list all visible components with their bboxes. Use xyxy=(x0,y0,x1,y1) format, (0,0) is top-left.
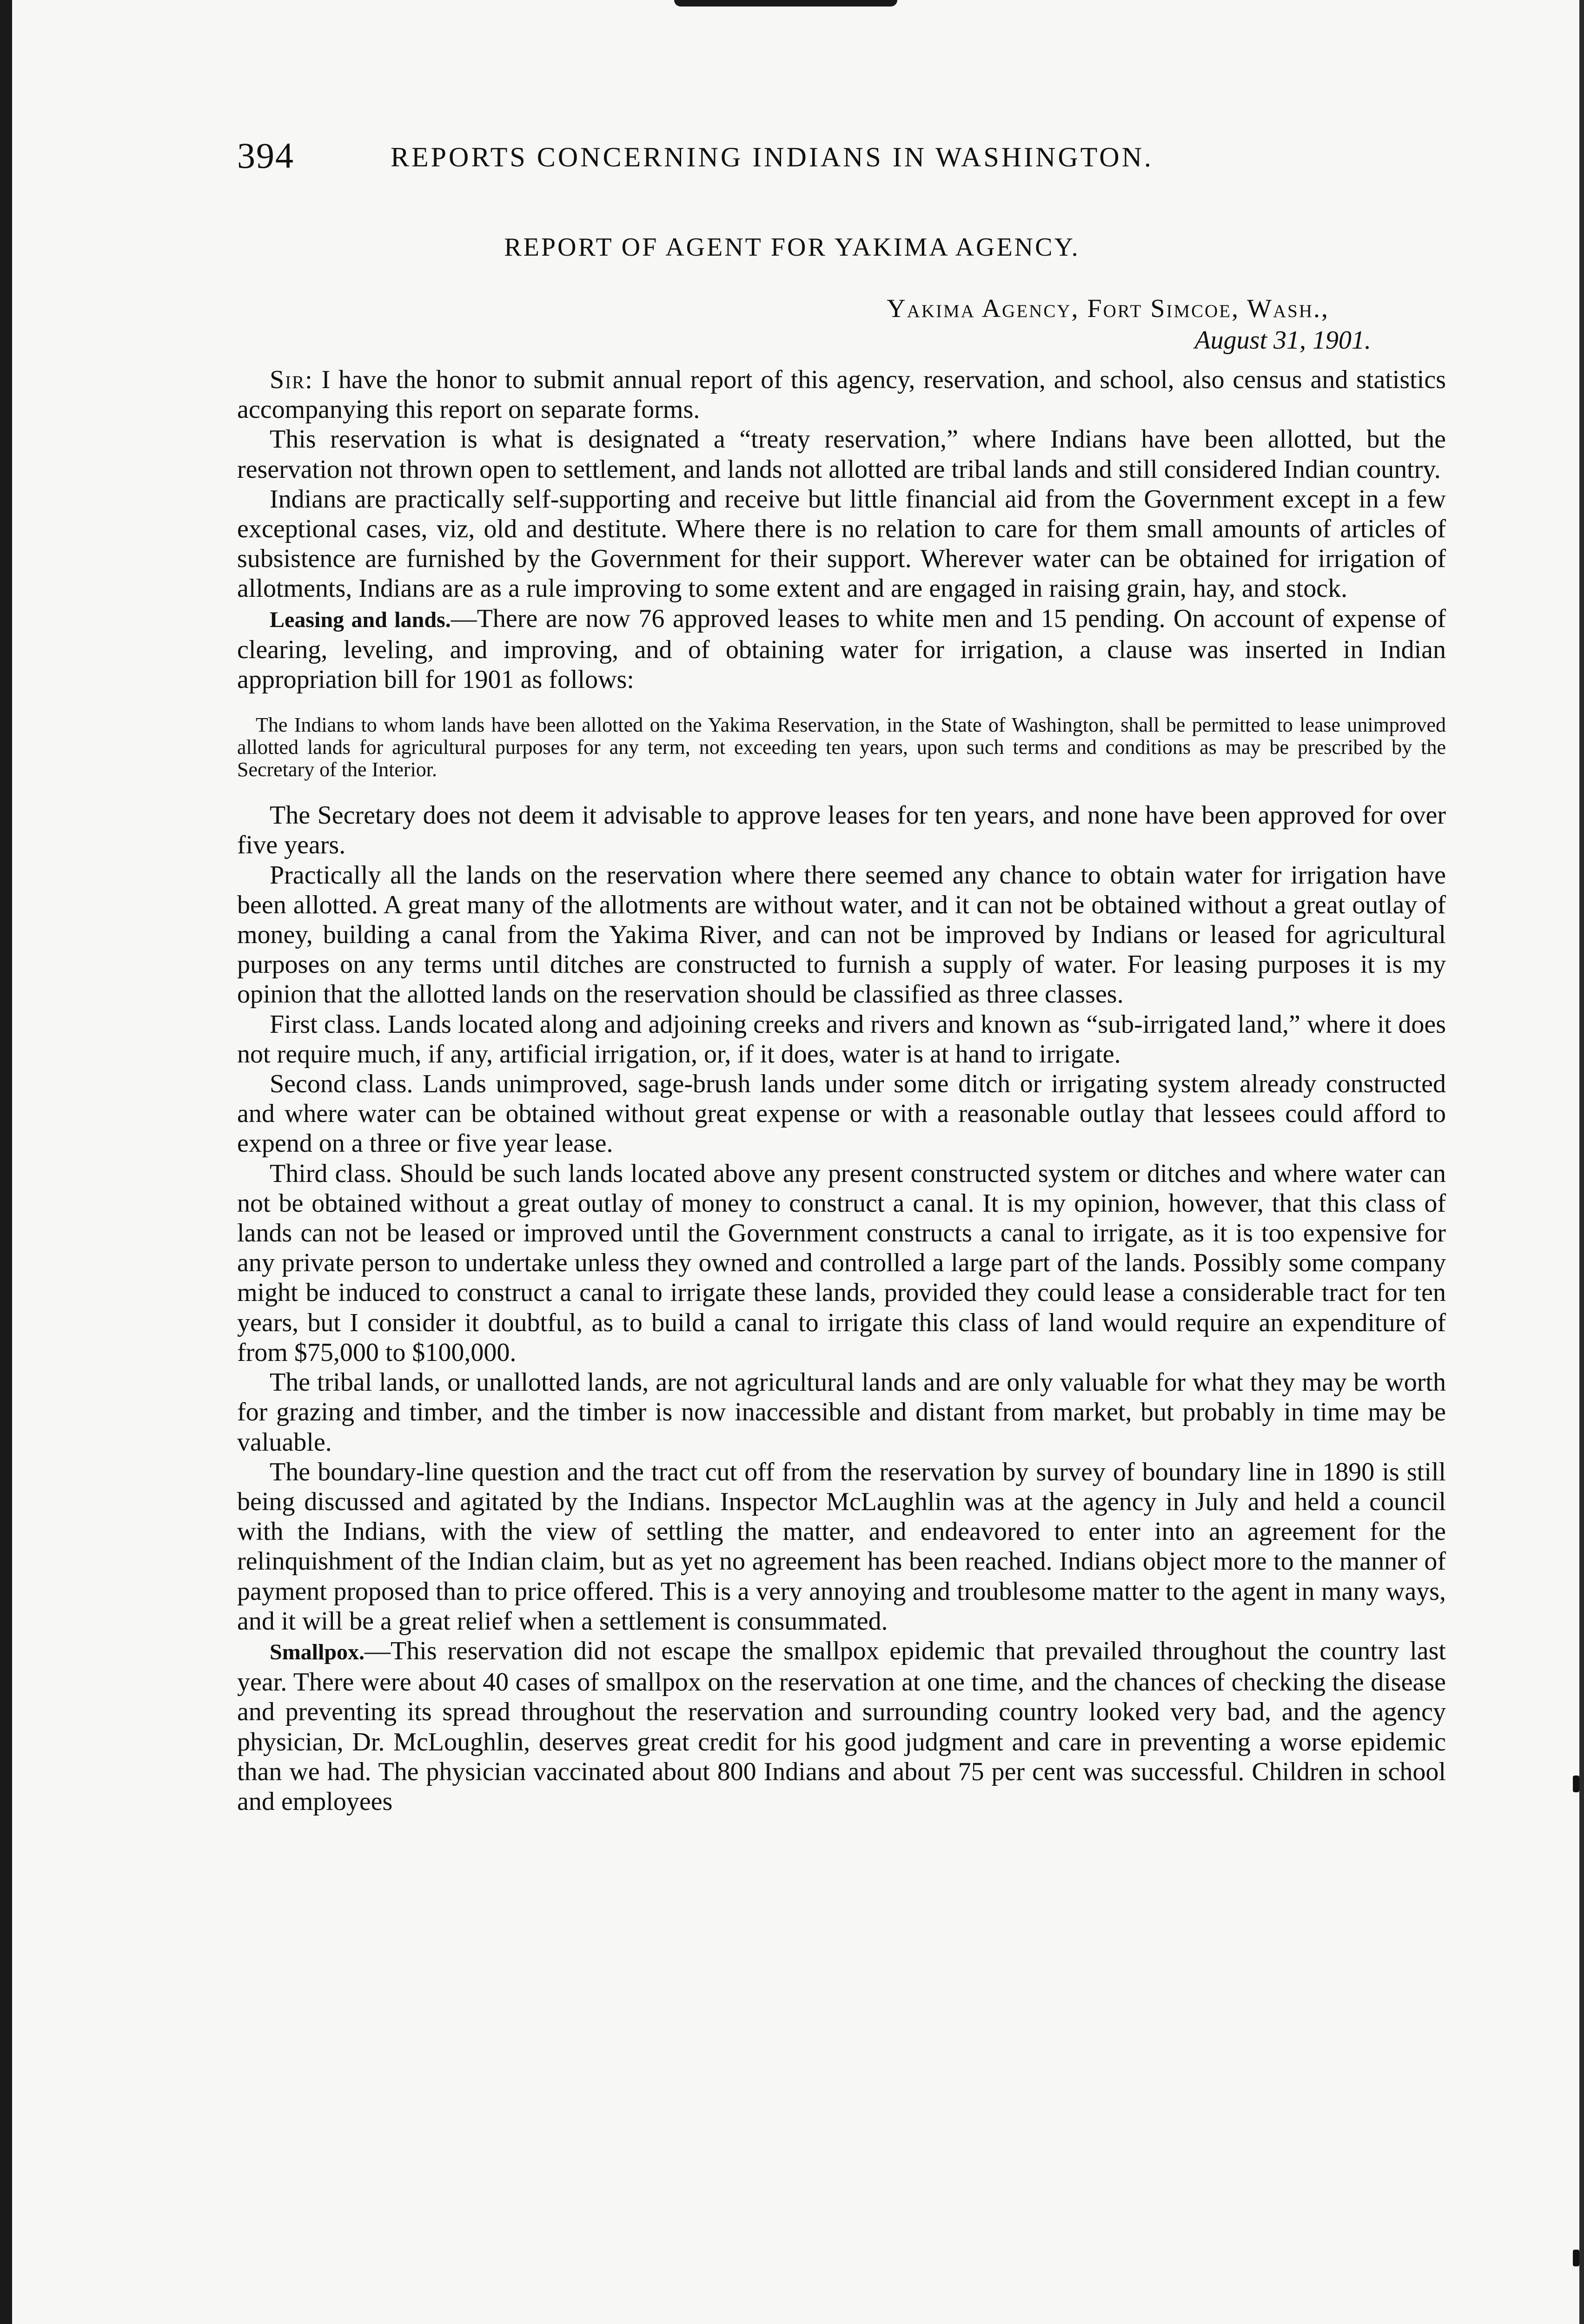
report-title: REPORT OF AGENT FOR YAKIMA AGENCY. xyxy=(504,233,1080,262)
running-head: REPORTS CONCERNING INDIANS IN WASHINGTON. xyxy=(391,142,1153,172)
paragraph-text: I have the honor to submit annual report of this agency, reservation, and school, also census and statistics accompanying this report on separate forms. xyxy=(237,365,1446,424)
salutation: Sir: xyxy=(270,365,313,394)
dateline xyxy=(887,293,1371,356)
margin-mark xyxy=(1573,1776,1579,1792)
paragraph: The tribal lands, or unallotted lands, are not agricultural lands and are only valuable for what they may be worth for grazing and timber, and the timber is now inaccessible and distant from market, but probably in time may be valuable. xyxy=(237,1368,1446,1457)
paragraph: Practically all the lands on the reservation where there seemed any chance to obtain water for irrigation have been allotted. A great many of the allotments are without water, and it can not be obtained without a great outlay of money, building a canal from the Yakima River, and can not be improved by Indians or leased for agricultural purposes on any terms until ditches are constructed to furnish a supply of water. For leasing purposes it is my opinion that the allotted lands on the reservation should be classified as three classes. xyxy=(237,860,1446,1009)
margin-mark xyxy=(1573,2250,1579,2266)
report-body xyxy=(237,365,1446,1816)
paragraph: Indians are practically self-supporting and receive but little financial aid from the Government except in a few exceptional cases, viz, old and destitute. Where there is no relation to care for them small amounts of articles of subsistence are furnished by the Government for their support. Wherever water can be obtained for irrigation of allotments, Indians are as a rule improving to some extent and are engaged in raising grain, hay, and stock. xyxy=(237,484,1446,603)
section-heading-smallpox: Smallpox. xyxy=(270,1639,365,1664)
paragraph xyxy=(237,604,1446,695)
section-heading-leasing: Leasing and lands. xyxy=(270,607,451,632)
dateline-date: August 31, 1901. xyxy=(1194,326,1371,355)
scan-border-left xyxy=(0,0,12,2324)
paragraph xyxy=(237,1636,1446,1816)
paragraph: This reservation is what is designated a “treaty reservation,” where Indians have been allotted, but the reservation not thrown open to settlement, and lands not allotted are tribal lands and still considered Indian country. xyxy=(237,425,1446,484)
quoted-extract: The Indians to whom lands have been allotted on the Yakima Reservation, in the State of Washington, shall be permitted to lease unimproved allotted lands for agricultural purposes for any term, not exceeding ten years, upon such terms and conditions as may be prescribed by the Secretary of the Interior. xyxy=(237,713,1446,781)
scan-border-top xyxy=(674,0,897,7)
paragraph: First class. Lands located along and adjoining creeks and rivers and known as “sub-irrigated land,” where it does not require much, if any, artificial irrigation, or, if it does, water is at hand to irrigate. xyxy=(237,1010,1446,1069)
paragraph-text: —There are now 76 approved leases to white men and 15 pending. On account of expense of clearing, leveling, and improving, and of obtaining water for irrigation, a clause was inserted in Indian appropriation bill for 1901 as follows: xyxy=(237,604,1446,694)
paragraph: Third class. Should be such lands located above any present constructed system or ditches and where water can not be obtained without a great outlay of money to construct a canal. It is my opinion, however, that this class of lands can not be leased or improved until the Government constructs a canal to irrigate, as it is too expensive for any private person to undertake unless they owned and controlled a large part of the lands. Possibly some company might be induced to construct a canal to irrigate these lands, provided they could lease a considerable tract for ten years, but I consider it doubtful, as to build a canal to irrigate this class of land would require an expenditure of from $75,000 to $100,000. xyxy=(237,1159,1446,1367)
paragraph: The Secretary does not deem it advisable to approve leases for ten years, and none have been approved for over five years. xyxy=(237,801,1446,860)
paragraph xyxy=(237,365,1446,424)
paragraph: Second class. Lands unimproved, sage-brush lands under some ditch or irrigating system already constructed and where water can be obtained without great expense or with a reasonable outlay that lessees could afford to expend on a three or five year lease. xyxy=(237,1070,1446,1158)
dateline-place: Yakima Agency, Fort Simcoe, Wash., xyxy=(887,294,1329,323)
page-header xyxy=(237,135,1353,177)
page-number: 394 xyxy=(237,135,294,176)
paragraph: The boundary-line question and the tract cut off from the reservation by survey of boundary line in 1890 is still being discussed and agitated by the Indians. Inspector McLaughlin was at the agency in July and held a council with the Indians, with the view of settling the matter, and endeavored to enter into an agreement for the relinquishment of the Indian claim, but as yet no agreement has been reached. Indians object more to the manner of payment proposed than to price offered. This is a very annoying and troublesome matter to the agent in many ways, and it will be a great relief when a settlement is consummated. xyxy=(237,1457,1446,1636)
scan-border-right xyxy=(1579,0,1584,2324)
paragraph-text: —This reservation did not escape the smallpox epidemic that prevailed throughout the country last year. There were about 40 cases of smallpox on the reservation at one time, and the chances of checking the disease and preventing its spread throughout the reservation and surrounding country looked very bad, and the agency physician, Dr. McLoughlin, deserves great credit for his good judgment and care in preventing a worse epidemic than we had. The physician vaccinated about 800 Indians and about 75 per cent was successful. Children in school and employees xyxy=(237,1636,1446,1816)
